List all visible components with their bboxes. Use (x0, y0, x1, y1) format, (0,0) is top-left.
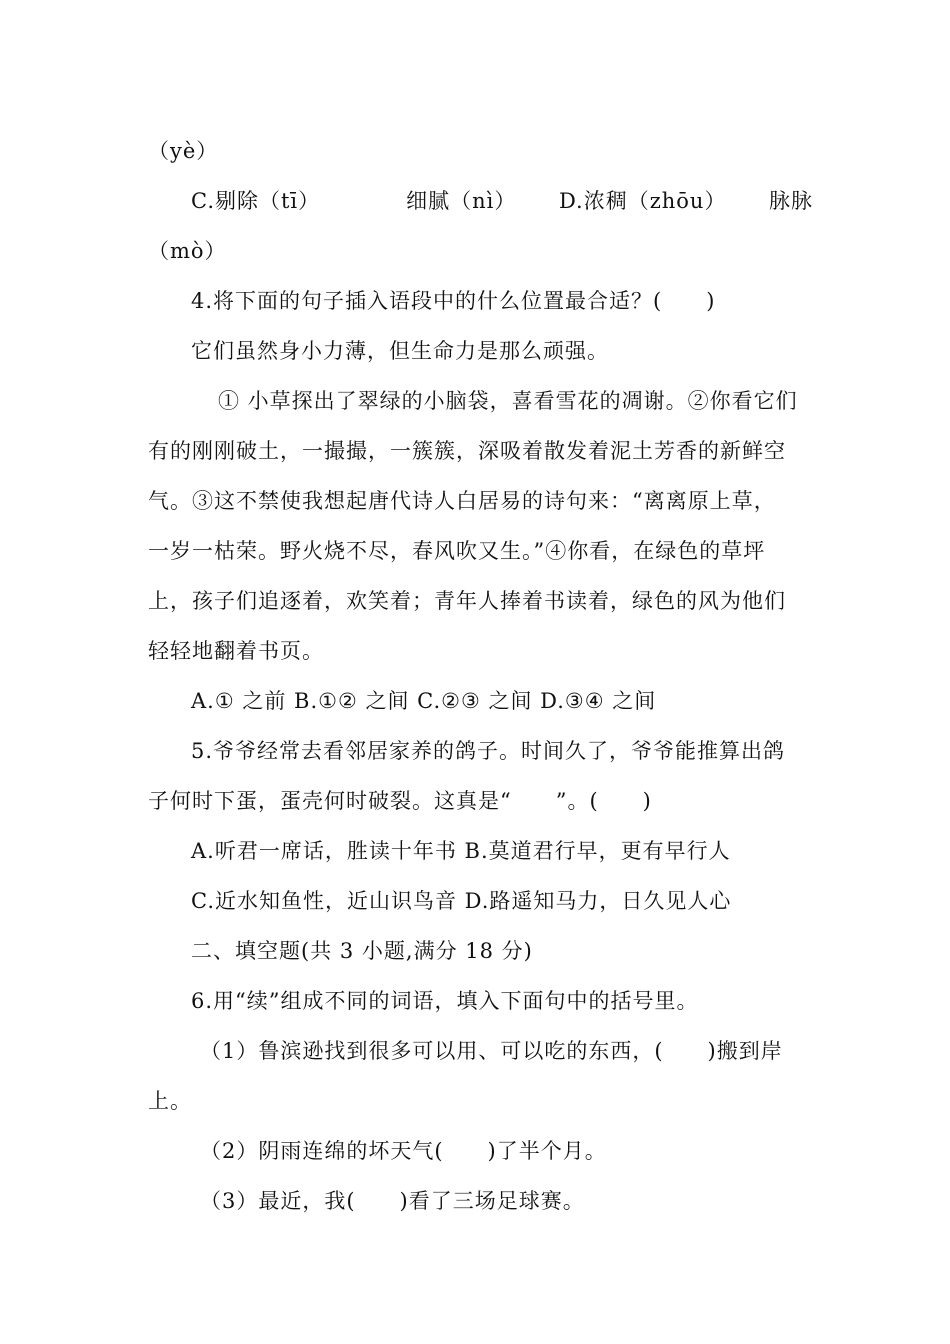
question-4: 4.将下面的句子插入语段中的什么位置最合适？( ) (191, 289, 716, 313)
passage-line: 上，孩子们追逐着，欢笑着；青年人捧着书读着，绿色的风为他们 (148, 589, 786, 613)
passage-line: 有的刚刚破土，一撮撮，一簇簇，深吸着散发着泥土芳香的新鲜空 (148, 439, 786, 463)
question-6-item-2: （2）阴雨连绵的坏天气( )了半个月。 (200, 1139, 607, 1163)
question-6-item-1-cont: 上。 (148, 1089, 192, 1113)
insert-sentence: 它们虽然身小力薄，但生命力是那么顽强。 (191, 339, 609, 363)
option-d: D.浓稠（zhōu） (558, 189, 727, 213)
options-line-c-d (148, 176, 813, 226)
passage-line: 气。③这不禁使我想起唐代诗人白居易的诗句来：“离离原上草， (148, 489, 776, 513)
question-5-cont: 子何时下蛋，蛋壳何时破裂。这真是“ ”。( ) (148, 789, 652, 813)
question-6: 6.用“续”组成不同的词语，填入下面句中的括号里。 (191, 989, 699, 1013)
option-c: C.剔除（tī） 细腻（nì） (191, 189, 517, 213)
passage-line: ① 小草探出了翠绿的小脑袋，喜看雪花的凋谢。②你看它们 (218, 389, 798, 413)
question-5-options-ab: A.听君一席话，胜读十年书 B.莫道君行早，更有早行人 (191, 839, 731, 863)
section-heading: 二、填空题(共 3 小题,满分 18 分) (191, 939, 533, 963)
question-5-options-cd: C.近水知鱼性，近山识鸟音 D.路遥知马力，日久见人心 (191, 889, 732, 913)
text-line: （yè） (148, 139, 219, 163)
question-4-options: A.① 之前 B.①② 之间 C.②③ 之间 D.③④ 之间 (191, 689, 657, 713)
question-6-item-3: （3）最近，我( )看了三场足球赛。 (200, 1189, 585, 1213)
option-d-word: 脉脉 (769, 189, 813, 213)
passage-line: 一岁一枯荣。野火烧不尽，春风吹又生。”④你看，在绿色的草坪 (148, 539, 766, 563)
text-line: （mò） (148, 239, 227, 263)
passage-line: 轻轻地翻着书页。 (148, 639, 324, 663)
question-6-item-1: （1）鲁滨逊找到很多可以用、可以吃的东西，( )搬到岸 (200, 1039, 783, 1063)
document-body (148, 126, 813, 1226)
question-5: 5.爷爷经常去看邻居家养的鸽子。时间久了，爷爷能推算出鸽 (191, 739, 786, 763)
